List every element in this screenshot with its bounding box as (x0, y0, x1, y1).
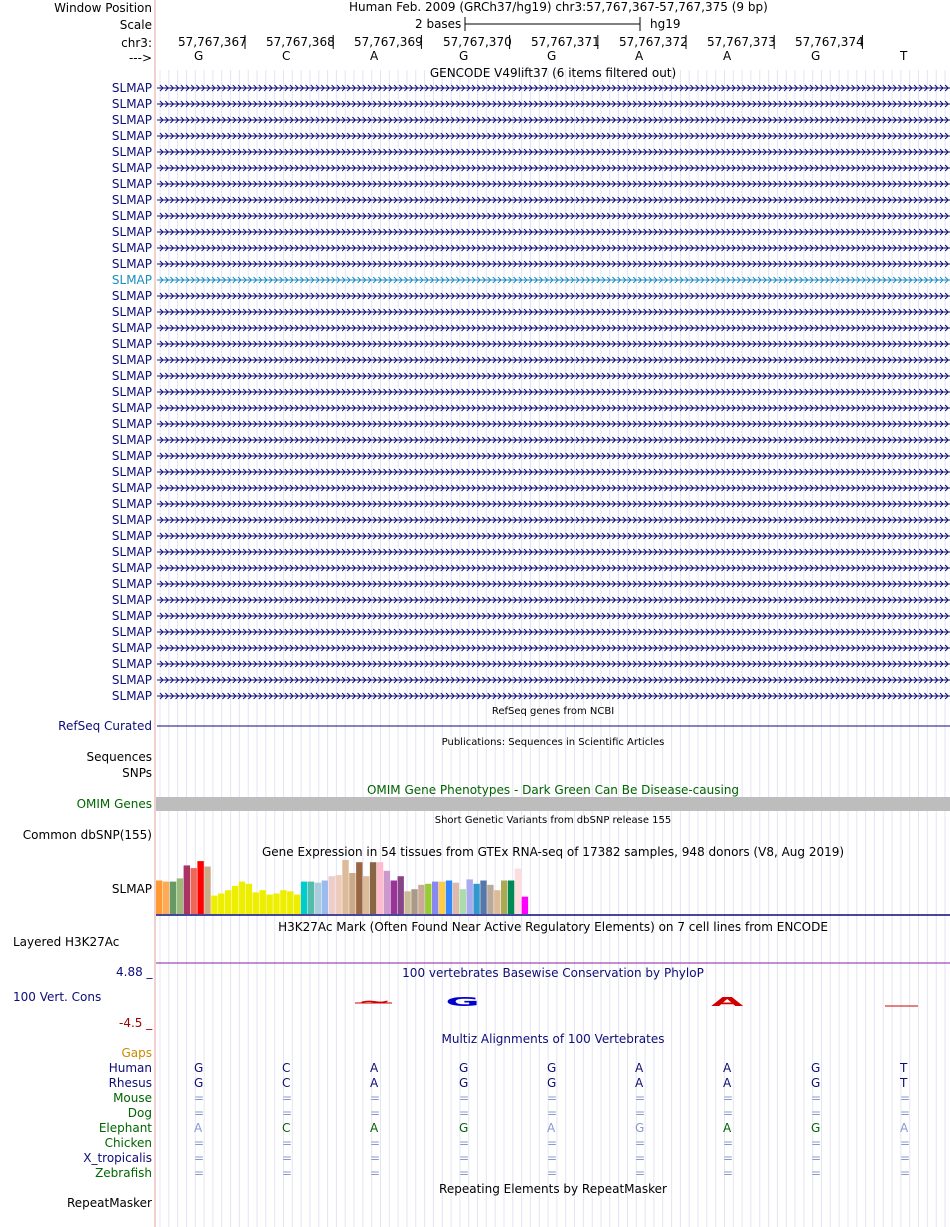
gtex-tissue-bar[interactable] (218, 894, 224, 915)
multiz-base: = (194, 1151, 205, 1165)
refseq-label[interactable]: RefSeq Curated (58, 719, 152, 733)
gtex-tissue-bar[interactable] (260, 890, 266, 914)
omim-bar[interactable] (156, 797, 950, 811)
gencode-gene-label[interactable]: SLMAP (111, 673, 152, 687)
gtex-tissue-bar[interactable] (322, 881, 328, 915)
gtex-tissue-bar[interactable] (211, 896, 217, 914)
gtex-tissue-bar[interactable] (453, 883, 459, 914)
multiz-species-label[interactable]: Zebrafish (95, 1166, 152, 1180)
multiz-species-label[interactable]: Elephant (98, 1121, 152, 1135)
gencode-gene-label[interactable]: SLMAP (111, 193, 152, 207)
base-letter: T (900, 49, 908, 63)
multiz-base: G (811, 1076, 821, 1090)
gtex-tissue-bar[interactable] (377, 862, 383, 914)
gencode-gene-label[interactable]: SLMAP (111, 145, 152, 159)
multiz-base: = (370, 1106, 381, 1120)
multiz-base: = (723, 1091, 734, 1105)
gtex-tissue-bar[interactable] (370, 862, 376, 914)
gencode-title: GENCODE V49lift37 (6 items filtered out) (429, 66, 677, 80)
gtex-tissue-bar[interactable] (232, 886, 238, 914)
gtex-tissue-bar[interactable] (315, 883, 321, 914)
multiz-base: G (194, 1061, 204, 1075)
multiz-base: = (194, 1136, 205, 1150)
multiz-base: = (811, 1106, 822, 1120)
multiz-gaps-label[interactable]: Gaps (121, 1046, 152, 1060)
multiz-base: = (194, 1166, 205, 1180)
gtex-tissue-bar[interactable] (163, 882, 169, 914)
position-label: 57,767,368 (266, 35, 335, 49)
multiz-base: C (282, 1061, 291, 1075)
multiz-base: T (900, 1076, 908, 1090)
multiz-base: = (900, 1091, 911, 1105)
scale-label: Scale (119, 18, 152, 32)
gtex-tissue-bar[interactable] (356, 862, 362, 914)
h3k27ac-title: H3K27Ac Mark (Often Found Near Active Regulatory Elements) on 7 cell lines from ENCODE (278, 920, 828, 934)
gtex-tissue-bar[interactable] (363, 876, 369, 914)
gencode-gene-label[interactable]: SLMAP (111, 529, 152, 543)
gencode-gene-label[interactable]: SLMAP (111, 161, 152, 175)
multiz-base: = (723, 1136, 734, 1150)
strand-label: ---> (128, 51, 152, 65)
multiz-base: G (811, 1061, 821, 1075)
omim-title: OMIM Gene Phenotypes - Dark Green Can Be Disease-causing (366, 783, 740, 797)
multiz-base: A (194, 1121, 203, 1135)
gtex-tissue-bar[interactable] (197, 861, 203, 914)
gtex-tissue-bar[interactable] (501, 881, 507, 915)
gtex-tissue-bar[interactable] (439, 882, 445, 914)
multiz-base: G (459, 1121, 469, 1135)
cons-logo-letter: ~ (356, 994, 392, 1010)
multiz-base: = (282, 1106, 293, 1120)
gtex-tissue-bar[interactable] (253, 892, 259, 914)
multiz-base: = (194, 1106, 205, 1120)
gencode-gene-label[interactable]: SLMAP (111, 113, 152, 127)
gtex-tissue-bar[interactable] (515, 869, 521, 914)
cons-min-label: -4.5 _ (119, 1016, 153, 1030)
multiz-species-label[interactable]: X_tropicalis (83, 1151, 152, 1165)
publications-title: Publications: Sequences in Scientific Articles (441, 737, 665, 748)
multiz-base: = (635, 1106, 646, 1120)
chrom-label: chr3: (121, 36, 152, 50)
multiz-species-label[interactable]: Human (108, 1061, 152, 1075)
gencode-gene-label[interactable]: SLMAP (111, 497, 152, 511)
gencode-gene-label[interactable]: SLMAP (111, 465, 152, 479)
gencode-gene-label[interactable]: SLMAP (111, 641, 152, 655)
gtex-tissue-bar[interactable] (266, 895, 272, 914)
multiz-species-label[interactable]: Chicken (104, 1136, 152, 1150)
h3k27ac-label[interactable]: Layered H3K27Ac (13, 935, 120, 949)
refseq-title: RefSeq genes from NCBI (491, 706, 615, 717)
cons-label[interactable]: 100 Vert. Cons (13, 990, 102, 1004)
multiz-base: = (723, 1151, 734, 1165)
gtex-tissue-bar[interactable] (487, 885, 493, 914)
scale-value: 2 bases (415, 17, 462, 31)
multiz-base: G (194, 1076, 204, 1090)
multiz-base: A (723, 1061, 732, 1075)
multiz-base: A (547, 1121, 556, 1135)
gencode-gene-label[interactable]: SLMAP (111, 657, 152, 671)
base-letter: A (370, 49, 379, 63)
gencode-gene-label[interactable]: SLMAP (111, 257, 152, 271)
multiz-base: C (282, 1121, 291, 1135)
multiz-base: = (282, 1091, 293, 1105)
gencode-gene-label[interactable]: SLMAP (111, 561, 152, 575)
multiz-base: G (811, 1121, 821, 1135)
repeatmasker-label[interactable]: RepeatMasker (66, 1196, 152, 1210)
gencode-gene-label[interactable]: SLMAP (111, 241, 152, 255)
multiz-species-label[interactable]: Mouse (113, 1091, 152, 1105)
gencode-gene-label[interactable]: SLMAP (111, 305, 152, 319)
multiz-base: A (370, 1121, 379, 1135)
multiz-base: = (547, 1091, 558, 1105)
base-letter: G (811, 49, 821, 63)
gtex-tissue-bar[interactable] (508, 881, 514, 915)
multiz-base: = (547, 1151, 558, 1165)
multiz-base: T (900, 1061, 908, 1075)
gtex-tissue-bar[interactable] (184, 865, 190, 914)
gtex-tissue-bar[interactable] (177, 878, 183, 914)
gencode-gene-label[interactable]: SLMAP (111, 209, 152, 223)
multiz-base: A (723, 1121, 732, 1135)
scale-bar (465, 17, 640, 31)
gtex-tissue-bar[interactable] (301, 882, 307, 914)
multiz-base: = (723, 1166, 734, 1180)
multiz-base: = (900, 1136, 911, 1150)
multiz-base: = (811, 1151, 822, 1165)
multiz-base: = (547, 1166, 558, 1180)
multiz-base: = (459, 1106, 470, 1120)
multiz-base: = (194, 1091, 205, 1105)
multiz-base: = (723, 1106, 734, 1120)
gtex-tissue-bar[interactable] (404, 891, 410, 914)
multiz-base: = (459, 1136, 470, 1150)
gtex-tissue-bar[interactable] (522, 897, 528, 914)
gtex-tissue-bar[interactable] (432, 882, 438, 914)
gtex-tissue-bar[interactable] (335, 875, 341, 914)
gencode-gene-label[interactable]: SLMAP (111, 577, 152, 591)
multiz-base: A (635, 1076, 644, 1090)
gencode-gene-label[interactable]: SLMAP (111, 337, 152, 351)
gtex-tissue-bar[interactable] (398, 876, 404, 914)
multiz-species-label[interactable]: Dog (127, 1106, 152, 1120)
multiz-base: G (459, 1076, 469, 1090)
gtex-tissue-bar[interactable] (170, 882, 176, 914)
gtex-tissue-bar[interactable] (329, 876, 335, 914)
gencode-gene-label[interactable]: SLMAP (111, 289, 152, 303)
multiz-base: = (811, 1136, 822, 1150)
gencode-gene-label[interactable]: SLMAP (111, 417, 152, 431)
multiz-base: A (370, 1061, 379, 1075)
cons-max-label: 4.88 _ (116, 965, 153, 979)
gencode-gene-label[interactable]: SLMAP (111, 81, 152, 95)
multiz-base: C (282, 1076, 291, 1090)
gtex-tissue-bar[interactable] (225, 890, 231, 914)
position-label: 57,767,374 (795, 35, 864, 49)
gtex-tissue-bar[interactable] (246, 884, 252, 914)
gencode-gene-label[interactable]: SLMAP (111, 369, 152, 383)
gtex-bars[interactable] (156, 860, 528, 914)
dbsnp-title: Short Genetic Variants from dbSNP release 155 (434, 815, 672, 826)
gencode-gene-label[interactable]: SLMAP (111, 609, 152, 623)
gencode-gene-label[interactable]: SLMAP (111, 513, 152, 527)
publications-sequences-label[interactable]: Sequences (86, 750, 152, 764)
multiz-base: = (282, 1151, 293, 1165)
gtex-tissue-bar[interactable] (460, 889, 466, 914)
window-position-label: Window Position (54, 1, 152, 15)
multiz-base: = (900, 1166, 911, 1180)
position-label: 57,767,372 (619, 35, 688, 49)
multiz-base: = (811, 1166, 822, 1180)
multiz-base: A (723, 1076, 732, 1090)
position-label: 57,767,369 (354, 35, 423, 49)
multiz-base: = (635, 1091, 646, 1105)
multiz-base: = (370, 1091, 381, 1105)
multiz-base: = (547, 1106, 558, 1120)
dbsnp-label[interactable]: Common dbSNP(155) (22, 828, 152, 842)
multiz-base: = (282, 1166, 293, 1180)
gtex-tissue-bar[interactable] (480, 881, 486, 915)
omim-label[interactable]: OMIM Genes (76, 797, 152, 811)
multiz-base: = (282, 1136, 293, 1150)
omim-gene-bar[interactable] (156, 797, 950, 811)
multiz-base: = (370, 1166, 381, 1180)
multiz-base: = (459, 1166, 470, 1180)
gtex-tissue-bar[interactable] (446, 881, 452, 915)
multiz-base: = (900, 1106, 911, 1120)
gtex-tissue-bar[interactable] (494, 890, 500, 914)
gtex-tissue-bar[interactable] (473, 884, 479, 914)
multiz-base: = (635, 1151, 646, 1165)
cons-logo-letter: A (711, 994, 744, 1010)
gtex-tissue-bar[interactable] (467, 879, 473, 914)
multiz-base: G (547, 1061, 557, 1075)
gencode-gene-label[interactable]: SLMAP (111, 593, 152, 607)
multiz-base: = (370, 1151, 381, 1165)
gencode-gene-label[interactable]: SLMAP (111, 97, 152, 111)
gencode-gene-label[interactable]: SLMAP (111, 129, 152, 143)
gtex-tissue-bar[interactable] (308, 882, 314, 914)
gencode-gene-label[interactable]: SLMAP (111, 689, 152, 703)
gencode-gene-label[interactable]: SLMAP (111, 225, 152, 239)
gtex-tissue-bar[interactable] (280, 890, 286, 914)
multiz-base: = (459, 1091, 470, 1105)
scale-db: hg19 (650, 17, 681, 31)
multiz-base: = (900, 1151, 911, 1165)
multiz-base: = (635, 1166, 646, 1180)
gtex-tissue-bar[interactable] (191, 868, 197, 914)
gencode-gene-label[interactable]: SLMAP (111, 481, 152, 495)
gtex-tissue-bar[interactable] (391, 881, 397, 915)
position-label: 57,767,370 (443, 35, 512, 49)
base-letter: G (547, 49, 557, 63)
repeatmasker-title: Repeating Elements by RepeatMasker (439, 1182, 667, 1196)
gtex-title: Gene Expression in 54 tissues from GTEx RNA-seq of 17382 samples, 948 donors (V8, Aug 2019) (261, 845, 845, 859)
gtex-label[interactable]: SLMAP (111, 882, 152, 896)
multiz-base: A (900, 1121, 909, 1135)
gtex-tissue-bar[interactable] (156, 881, 162, 915)
gencode-gene-label[interactable]: SLMAP (111, 353, 152, 367)
base-letter: G (194, 49, 204, 63)
gencode-gene-label[interactable]: SLMAP (111, 449, 152, 463)
gtex-tissue-bar[interactable] (273, 894, 279, 915)
multiz-base: G (459, 1061, 469, 1075)
gtex-tissue-bar[interactable] (342, 860, 348, 914)
gtex-tissue-bar[interactable] (418, 885, 424, 914)
gtex-tissue-bar[interactable] (411, 889, 417, 914)
position-label: 57,767,367 (178, 35, 247, 49)
multiz-title: Multiz Alignments of 100 Vertebrates (441, 1032, 665, 1046)
gtex-tissue-bar[interactable] (294, 895, 300, 914)
multiz-species-label[interactable]: Rhesus (108, 1076, 152, 1090)
gencode-gene-label[interactable]: SLMAP (111, 625, 152, 639)
multiz-base: A (635, 1061, 644, 1075)
base-letter: G (459, 49, 469, 63)
multiz-base: = (811, 1091, 822, 1105)
multiz-base: = (459, 1151, 470, 1165)
gtex-tissue-bar[interactable] (425, 884, 431, 914)
gencode-gene-label[interactable]: SLMAP (111, 177, 152, 191)
gencode-gene-rows[interactable] (157, 85, 950, 699)
multiz-base: = (547, 1136, 558, 1150)
gtex-tissue-bar[interactable] (349, 873, 355, 914)
base-letter: A (635, 49, 644, 63)
base-letter: A (723, 49, 732, 63)
multiz-base: = (370, 1136, 381, 1150)
gtex-tissue-bar[interactable] (204, 867, 210, 915)
multiz-base: A (370, 1076, 379, 1090)
gencode-gene-label[interactable]: SLMAP (111, 273, 152, 287)
gencode-gene-label[interactable]: SLMAP (111, 433, 152, 447)
multiz-base: = (635, 1136, 646, 1150)
gtex-tissue-bar[interactable] (384, 871, 390, 914)
multiz-base: G (635, 1121, 645, 1135)
gtex-tissue-bar[interactable] (287, 891, 293, 914)
position-label: 57,767,373 (707, 35, 776, 49)
publications-snps-label[interactable]: SNPs (122, 766, 152, 780)
base-letter: C (282, 49, 291, 63)
window-position-value: Human Feb. 2009 (GRCh37/hg19) chr3:57,767,367-57,767,375 (9 bp) (349, 0, 768, 14)
position-label: 57,767,371 (531, 35, 600, 49)
multiz-base: G (547, 1076, 557, 1090)
gencode-gene-label[interactable]: SLMAP (111, 545, 152, 559)
cons-logo-letter: G (445, 994, 480, 1010)
cons-title: 100 vertebrates Basewise Conservation by PhyloP (402, 966, 704, 980)
gtex-tissue-bar[interactable] (239, 882, 245, 914)
gencode-gene-label[interactable]: SLMAP (111, 385, 152, 399)
gencode-gene-label[interactable]: SLMAP (111, 321, 152, 335)
gencode-gene-label[interactable]: SLMAP (111, 401, 152, 415)
